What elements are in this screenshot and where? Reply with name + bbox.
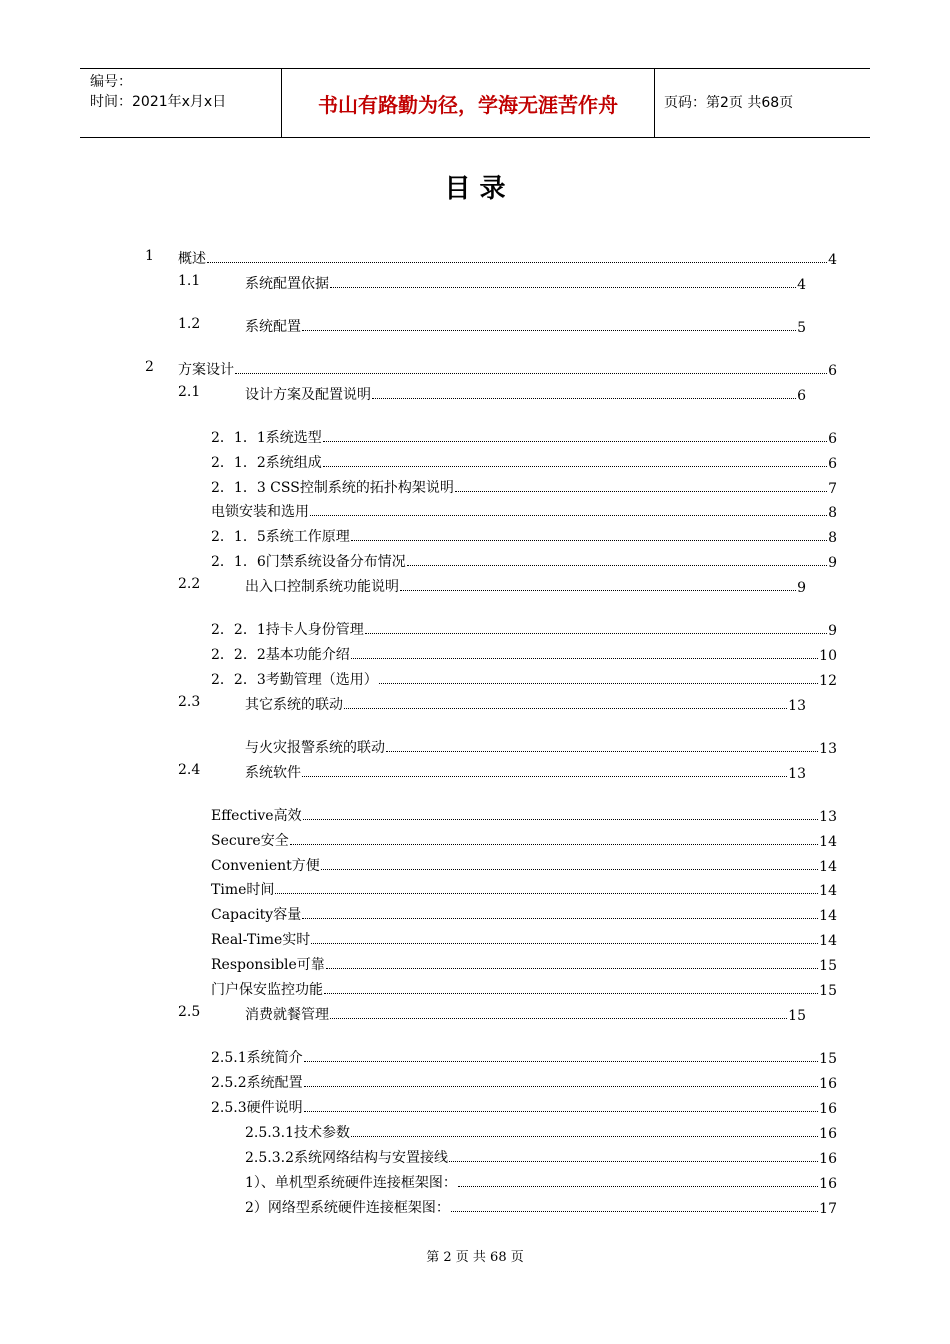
header-page-info: 页码：第2页 共68页 [664,95,794,111]
toc-dot-leader [207,262,827,263]
toc-entry-page: 13 [819,809,837,825]
toc-entry[interactable] [0,549,837,571]
toc-entry-title: 2．1．5系统工作原理 [211,529,350,545]
toc-entry-page: 16 [819,1126,837,1142]
toc-dot-leader [455,491,827,492]
toc-entry-title: Secure安全 [211,833,289,849]
toc-entry-title: Responsible可靠 [211,957,325,973]
toc-dot-leader [386,751,818,752]
toc-entry-number: 2.1 [178,384,201,400]
toc-entry[interactable] [0,271,806,293]
toc-entry-page: 8 [828,530,837,546]
toc-entry-page: 9 [828,555,837,571]
toc-entry-page: 14 [819,834,837,850]
toc-entry-title: 2．2．2基本功能介绍 [211,647,350,663]
toc-entry-title: 1）、单机型系统硬件连接框架图： [245,1175,457,1191]
toc-entry[interactable] [0,1170,837,1192]
toc-entry-page: 16 [819,1101,837,1117]
toc-dot-leader [451,1211,818,1212]
toc-dot-leader [344,708,787,709]
toc-entry[interactable] [0,877,837,899]
toc-dot-leader [303,819,819,820]
toc-dot-leader [330,1018,787,1019]
toc-entry[interactable] [0,1095,837,1117]
toc-entry-number: 1.1 [178,273,201,289]
toc-entry-page: 6 [797,388,806,404]
toc-entry-page: 7 [828,481,837,497]
toc-entry-title: 设计方案及配置说明 [245,387,371,403]
toc-entry[interactable] [0,450,837,472]
toc-entry-title: 系统配置依据 [245,276,329,292]
toc-entry[interactable] [0,1120,837,1142]
toc-dot-leader [400,590,796,591]
toc-entry[interactable] [0,382,806,404]
toc-entry-page: 13 [819,741,837,757]
toc-entry-title: 2．1．1系统选型 [211,430,322,446]
toc-entry-title: Real-Time实时 [211,932,311,948]
toc-dot-leader [302,330,796,331]
toc-entry-page: 15 [819,1051,837,1067]
toc-dot-leader [372,398,796,399]
toc-entry[interactable] [0,617,837,639]
toc-entry-title: 2.5.3硬件说明 [211,1100,303,1116]
toc-entry-page: 10 [819,648,837,664]
toc-entry-number: 1 [145,248,154,264]
toc-entry-page: 4 [828,252,837,268]
toc-entry-page: 6 [828,456,837,472]
toc-dot-leader [326,968,818,969]
toc-entry-title: 2．1．2系统组成 [211,455,322,471]
toc-entry-page: 16 [819,1076,837,1092]
toc-entry-page: 14 [819,883,837,899]
toc-entry-title: 概述 [178,251,206,267]
toc-entry[interactable] [0,977,837,999]
toc-entry[interactable] [0,357,837,379]
toc-entry-title: 其它系统的联动 [245,697,343,713]
toc-dot-leader [323,441,827,442]
toc-entry-page: 14 [819,933,837,949]
toc-entry[interactable] [0,760,806,782]
toc-dot-leader [275,893,818,894]
toc-entry-title: Time时间 [211,882,275,898]
toc-entry-title: 系统配置 [245,319,301,335]
toc-entry-page: 9 [828,623,837,639]
toc-entry-page: 15 [819,958,837,974]
toc-entry-title: 出入口控制系统功能说明 [245,579,399,595]
toc-dot-leader [365,633,827,634]
toc-entry-title: 2．1．3 CSS控制系统的拓扑构架说明 [211,480,454,496]
toc-entry-title: Capacity容量 [211,907,302,923]
toc-entry-page: 14 [819,859,837,875]
toc-entry-number: 2.2 [178,576,201,592]
toc-entry-page: 15 [819,983,837,999]
toc-entry-page: 17 [819,1201,837,1217]
toc-entry-number: 2 [145,359,154,375]
toc-entry-title: 门户保安监控功能 [211,982,323,998]
toc-entry-title: 2.5.2系统配置 [211,1075,303,1091]
toc-entry[interactable] [0,499,837,521]
toc-dot-leader [310,515,827,516]
toc-dot-leader [323,466,827,467]
toc-entry-title: 消费就餐管理 [245,1007,329,1023]
toc-dot-leader [324,993,818,994]
toc-entry-page: 13 [788,766,806,782]
toc-entry[interactable] [0,803,837,825]
toc-entry-number: 2.3 [178,694,201,710]
toc-entry-number: 2.4 [178,762,201,778]
page-footer: 第 2 页 共 68 页 [426,1250,524,1265]
header-serial: 编号： [90,74,132,90]
toc-dot-leader [311,943,818,944]
header-date: 时间：2021年x月x日 [90,94,227,110]
toc-entry[interactable] [0,246,837,268]
toc-entry[interactable] [0,828,837,850]
toc-entry[interactable] [0,1002,806,1024]
toc-entry-title: 2.5.3.1技术参数 [245,1125,350,1141]
toc-entry-page: 16 [819,1151,837,1167]
toc-entry-page: 9 [797,580,806,596]
page-title: 目 录 [444,174,506,204]
toc-entry[interactable] [0,667,837,689]
toc-dot-leader [321,869,818,870]
toc-entry-number: 1.2 [178,316,201,332]
toc-entry[interactable] [0,1045,837,1067]
toc-entry[interactable] [0,735,837,757]
toc-entry[interactable] [0,1070,837,1092]
toc-entry-title: 与火灾报警系统的联动 [245,740,385,756]
toc-entry-page: 6 [828,431,837,447]
toc-dot-leader [449,1161,818,1162]
toc-dot-leader [290,844,818,845]
toc-entry[interactable] [0,1145,837,1167]
toc-entry-number: 2.5 [178,1004,201,1020]
toc-dot-leader [351,1136,818,1137]
toc-entry-title: 2.5.1系统简介 [211,1050,303,1066]
toc-dot-leader [407,565,827,566]
toc-dot-leader [235,373,827,374]
toc-entry[interactable] [0,642,837,664]
toc-entry-page: 8 [828,505,837,521]
toc-entry[interactable] [0,927,837,949]
header-motto: 书山有路勤为径，学海无涯苦作舟 [318,92,618,117]
toc-dot-leader [351,658,818,659]
toc-entry-title: 2.5.3.2系统网络结构与安置接线 [245,1150,448,1166]
toc-entry[interactable] [0,574,806,596]
toc-entry[interactable] [0,524,837,546]
toc-entry-title: Convenient方便 [211,858,320,874]
toc-dot-leader [302,776,787,777]
toc-dot-leader [379,683,818,684]
toc-dot-leader [302,918,818,919]
toc-entry[interactable] [0,425,837,447]
toc-dot-leader [304,1086,819,1087]
toc-entry-title: 电锁安装和选用 [211,504,309,520]
toc-entry-page: 6 [828,363,837,379]
toc-entry[interactable] [0,314,806,336]
toc-entry-title: 系统软件 [245,765,301,781]
toc-entry[interactable] [0,692,806,714]
toc-entry[interactable] [0,952,837,974]
toc-entry-page: 12 [819,673,837,689]
toc-entry-title: 2．2．3考勤管理（选用） [211,672,378,688]
toc-entry-title: 2）网络型系统硬件连接框架图： [245,1200,450,1216]
toc-dot-leader [351,540,827,541]
toc-entry[interactable] [0,902,837,924]
toc-entry[interactable] [0,853,837,875]
toc-entry-title: 2．1．6门禁系统设备分布情况 [211,554,406,570]
toc-dot-leader [304,1111,819,1112]
toc-dot-leader [330,287,796,288]
toc-entry-page: 16 [819,1176,837,1192]
toc-entry-page: 5 [797,320,806,336]
toc-entry[interactable] [0,475,837,497]
toc-dot-leader [304,1061,819,1062]
toc-entry-page: 13 [788,698,806,714]
toc-entry-page: 14 [819,908,837,924]
toc-entry-page: 4 [797,277,806,293]
toc-dot-leader [458,1186,818,1187]
toc-entry-title: 2．2．1持卡人身份管理 [211,622,364,638]
toc-entry-page: 15 [788,1008,806,1024]
toc-entry-title: 方案设计 [178,362,234,378]
toc-entry-title: Effective高效 [211,808,302,824]
toc-entry[interactable] [0,1195,837,1217]
